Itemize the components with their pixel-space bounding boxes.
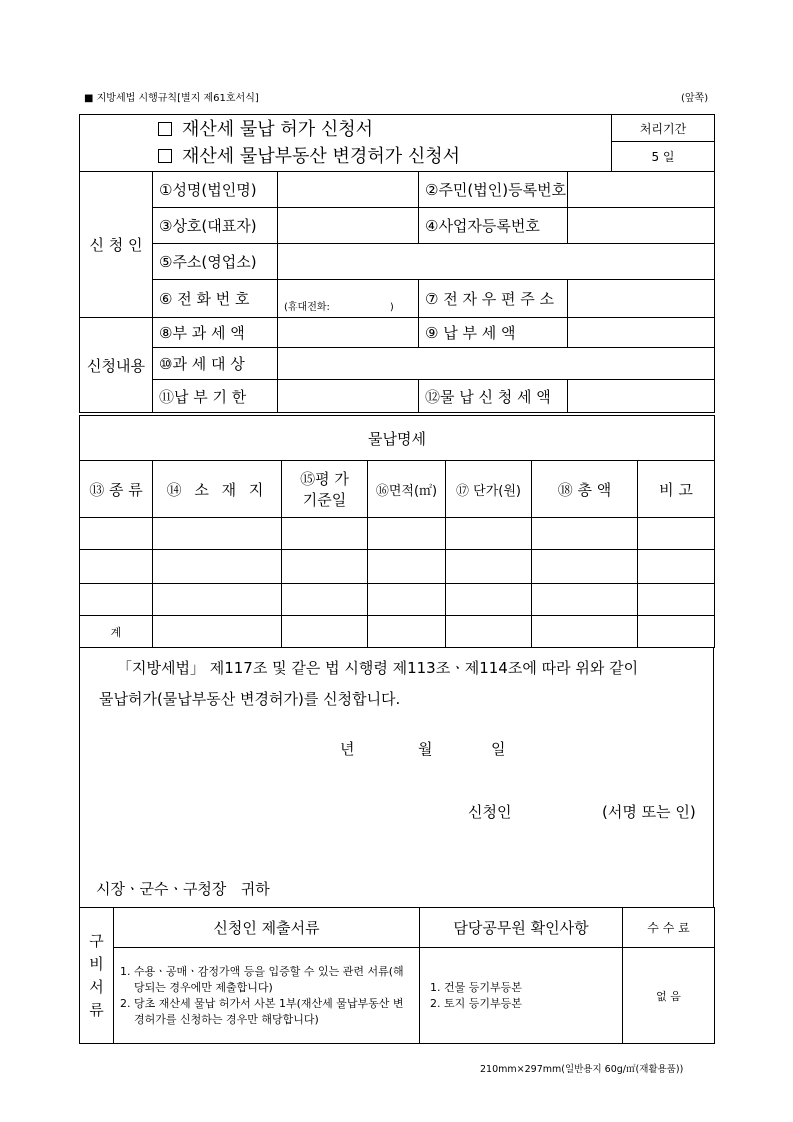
applicant-docs-title: 신청인 제출서류	[114, 908, 420, 948]
in-kind-amount-label: ⑫물 납 신 청 세 액	[419, 380, 568, 413]
applicant-section-label: 신 청 인	[80, 172, 153, 318]
col-eval-line1: ⑮평 가	[300, 470, 349, 488]
applicant-docs-list	[114, 948, 420, 1044]
col-type: ⑬ 종 류	[80, 461, 153, 518]
docs-section-label: 구 비 서 류	[80, 908, 114, 1044]
applicant-doc-2: 2. 당초 재산세 물납 허가서 사본 1부(재산세 물납부동산 변경허가를 신청하는 경우만 해당합니다)	[120, 996, 404, 1026]
official-doc-2: 2. 토지 등기부등본	[430, 996, 522, 1010]
reg-no-field[interactable]	[568, 172, 715, 208]
reg-no-label: ②주민(법인)등록번호	[419, 172, 568, 208]
applicant-doc-1: 1. 수용ㆍ공매ㆍ감정가액 등을 입증할 수 있는 관련 서류(해당되는 경우에만 제출합니다)	[120, 964, 404, 994]
due-date-field[interactable]	[278, 380, 419, 413]
checkbox-change-permit[interactable]	[158, 149, 172, 163]
signature-label: (서명 또는 인)	[602, 803, 696, 821]
official-doc-1: 1. 건물 등기부등본	[430, 980, 522, 994]
paper-spec: 210mm×297mm(일반용지 60g/㎡(재활용품))	[480, 1064, 684, 1075]
table-row[interactable]	[80, 518, 715, 550]
payment-amount-label: ⑨ 납 부 세 액	[419, 318, 568, 348]
address-field[interactable]	[278, 244, 715, 280]
address-label: ⑤주소(영업소)	[153, 244, 278, 280]
detail-title: 물납명세	[80, 416, 715, 461]
date-month-label: 월	[418, 740, 433, 758]
applicant-table	[79, 171, 715, 413]
processing-period-label: 처리기간	[612, 115, 715, 142]
email-field[interactable]	[568, 280, 715, 318]
statement-line2: 물납허가(물납부동산 변경허가)를 신청합니다.	[99, 690, 401, 708]
statement-line1: 「지방세법」 제117조 및 같은 법 시행령 제113조ㆍ제114조에 따라 위와 같이	[117, 659, 639, 677]
trade-name-label: ③상호(대표자)	[153, 208, 278, 244]
tax-amount-label: ⑧부 과 세 액	[153, 318, 278, 348]
tax-object-field[interactable]	[278, 348, 715, 380]
in-kind-amount-field[interactable]	[568, 380, 715, 413]
table-row[interactable]	[80, 550, 715, 584]
form-title	[80, 115, 612, 172]
col-eval-line2: 기준일	[302, 491, 347, 509]
biz-no-label: ④사업자등록번호	[419, 208, 568, 244]
content-section-label: 신청내용	[80, 318, 153, 413]
email-label: ⑦ 전 자 우 편 주 소	[419, 280, 568, 318]
tax-amount-field[interactable]	[278, 318, 419, 348]
fee-value: 없 음	[623, 948, 715, 1044]
title-line2: 재산세 물납부동산 변경허가 신청서	[182, 146, 460, 167]
fee-title: 수 수 료	[623, 908, 715, 948]
official-check-list	[420, 948, 623, 1044]
phone-field[interactable]	[278, 280, 419, 318]
col-total: ⑱ 총 액	[532, 461, 638, 518]
tax-object-label: ⑩과 세 대 상	[153, 348, 278, 380]
processing-period-value: 5 일	[612, 142, 715, 172]
col-location: ⑭ 소 재 지	[153, 461, 282, 518]
trade-name-field[interactable]	[278, 208, 419, 244]
name-label: ①성명(법인명)	[153, 172, 278, 208]
col-eval-date	[282, 461, 368, 518]
documents-table	[79, 907, 715, 1044]
detail-table	[79, 415, 715, 648]
col-area: ⑯면적(㎡)	[368, 461, 446, 518]
form-reference: ■ 지방세법 시행규칙[별지 제61호서식]	[84, 93, 259, 104]
col-price: ⑰ 단가(원)	[446, 461, 532, 518]
total-row[interactable]	[80, 616, 715, 648]
due-date-label: ⑪납 부 기 한	[153, 380, 278, 413]
total-row-label: 계	[80, 616, 153, 648]
mobile-label: (휴대전화: )	[284, 302, 394, 313]
name-field[interactable]	[278, 172, 419, 208]
table-row[interactable]	[80, 584, 715, 616]
biz-no-field[interactable]	[568, 208, 715, 244]
phone-label: ⑥ 전 화 번 호	[153, 280, 278, 318]
checkbox-in-kind-permit[interactable]	[158, 122, 172, 136]
col-note: 비 고	[638, 461, 715, 518]
recipient: 시장ㆍ군수ㆍ구청장 귀하	[96, 880, 270, 898]
date-day-label: 일	[491, 740, 506, 758]
title-line1: 재산세 물납 허가 신청서	[182, 119, 374, 140]
signer-label: 신청인	[468, 803, 512, 821]
payment-amount-field[interactable]	[568, 318, 715, 348]
official-check-title: 담당공무원 확인사항	[420, 908, 623, 948]
page-side-label: (앞쪽)	[681, 93, 709, 104]
title-table	[79, 114, 715, 172]
statement-area	[79, 647, 714, 907]
date-year-label: 년	[340, 740, 355, 758]
